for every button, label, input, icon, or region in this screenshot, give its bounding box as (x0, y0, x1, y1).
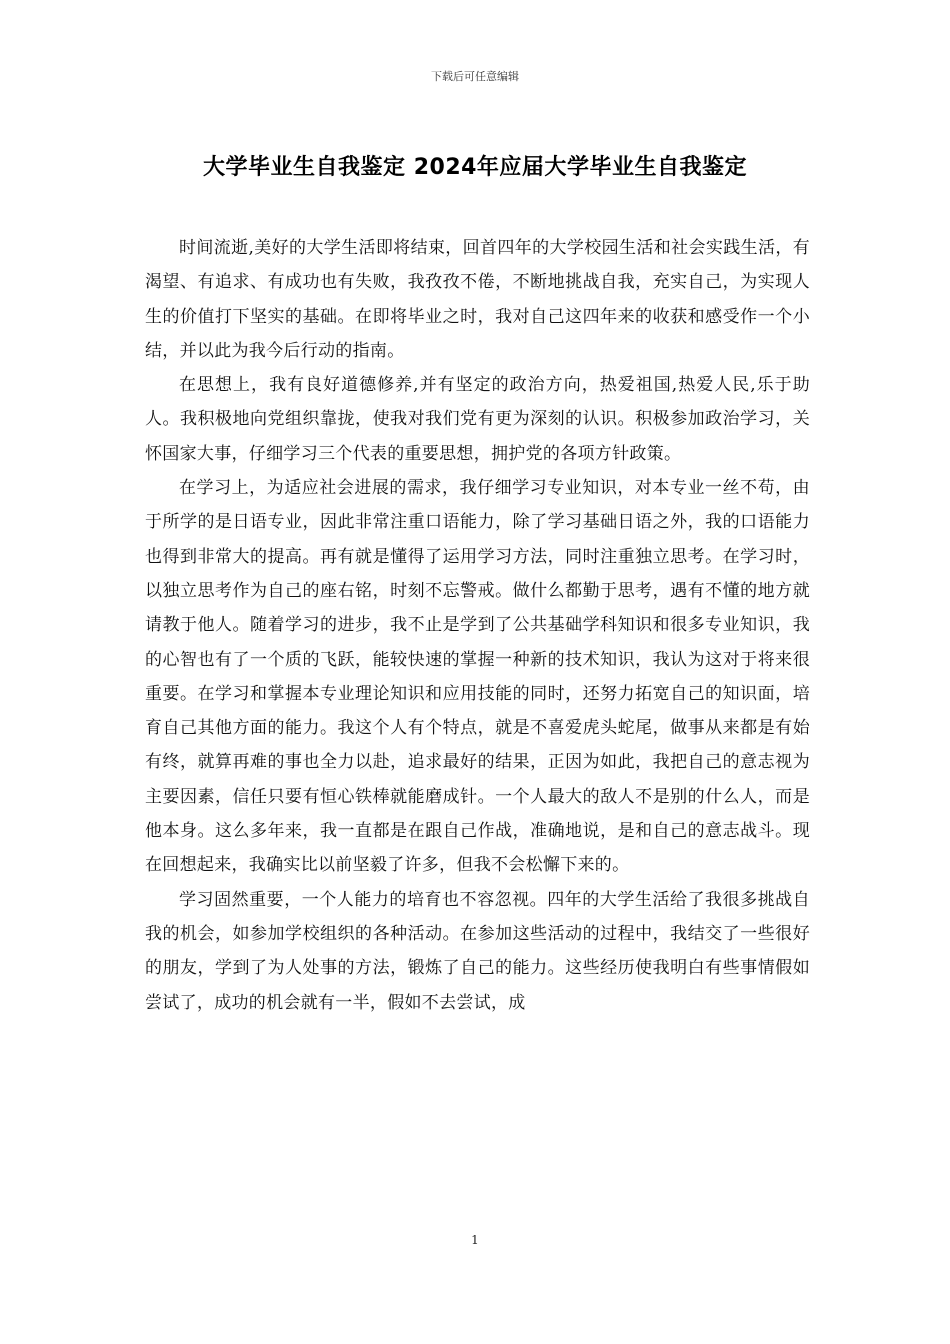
document-title: 大学毕业生自我鉴定 2024年应届大学毕业生自我鉴定 (203, 155, 747, 180)
paragraph-ability: 学习固然重要，一个人能力的培育也不容忽视。四年的大学生活给了我很多挑战自我的机会，如参加学校组织的各种活动。在参加这些活动的过程中，我结交了一些很好的朋友，学到了为人处事的方法，锻炼了自己的能力。这些经历使我明白有些事情假如尝试了，成功的机会就有一半，假如不去尝试，成 (145, 889, 810, 1013)
paragraph-intro: 时间流逝,美好的大学生活即将结束，回首四年的大学校园生活和社会实践生活，有渴望、有追求、有成功也有失败，我孜孜不倦，不断地挑战自我，充实自己，为实现人生的价值打下坚实的基础。在即将毕业之时，我对自己这四年来的收获和感受作一个小结，并以此为我今后行动的指南。 (145, 238, 810, 361)
page-number: 1 (471, 1233, 479, 1247)
paragraph-ideology: 在思想上，我有良好道德修养,并有坚定的政治方向，热爱祖国,热爱人民,乐于助人。我积极地向党组织靠拢，使我对我们党有更为深刻的认识。积极参加政治学习，关怀国家大事，仔细学习三个代表的重要思想，拥护党的各项方针政策。 (145, 375, 810, 464)
document-body (145, 231, 810, 1020)
paragraph-study: 在学习上，为适应社会进展的需求，我仔细学习专业知识，对本专业一丝不苟，由于所学的是日语专业，因此非常注重口语能力，除了学习基础日语之外，我的口语能力也得到非常大的提高。再有就是懂得了运用学习方法，同时注重独立思考。在学习时，以独立思考作为自己的座右铭，时刻不忘警戒。做什么都勤于思考，遇有不懂的地方就请教于他人。随着学习的进步，我不止是学到了公共基础学科知识和很多专业知识，我的心智也有了一个质的飞跃，能较快速的掌握一种新的技术知识，我认为这对于将来很重要。在学习和掌握本专业理论知识和应用技能的同时，还努力拓宽自己的知识面，培育自己其他方面的能力。我这个人有个特点，就是不喜爱虎头蛇尾，做事从来都是有始有终，就算再难的事也全力以赴，追求最好的结果，正因为如此，我把自己的意志视为主要因素，信任只要有恒心铁棒就能磨成针。一个人最大的敌人不是别的什么人，而是他本身。这么多年来，我一直都是在跟自己作战，准确地说，是和自己的意志战斗。现在回想起来，我确实比以前坚毅了许多，但我不会松懈下来的。 (145, 478, 810, 876)
header-note: 下载后可任意编辑 (431, 70, 519, 83)
